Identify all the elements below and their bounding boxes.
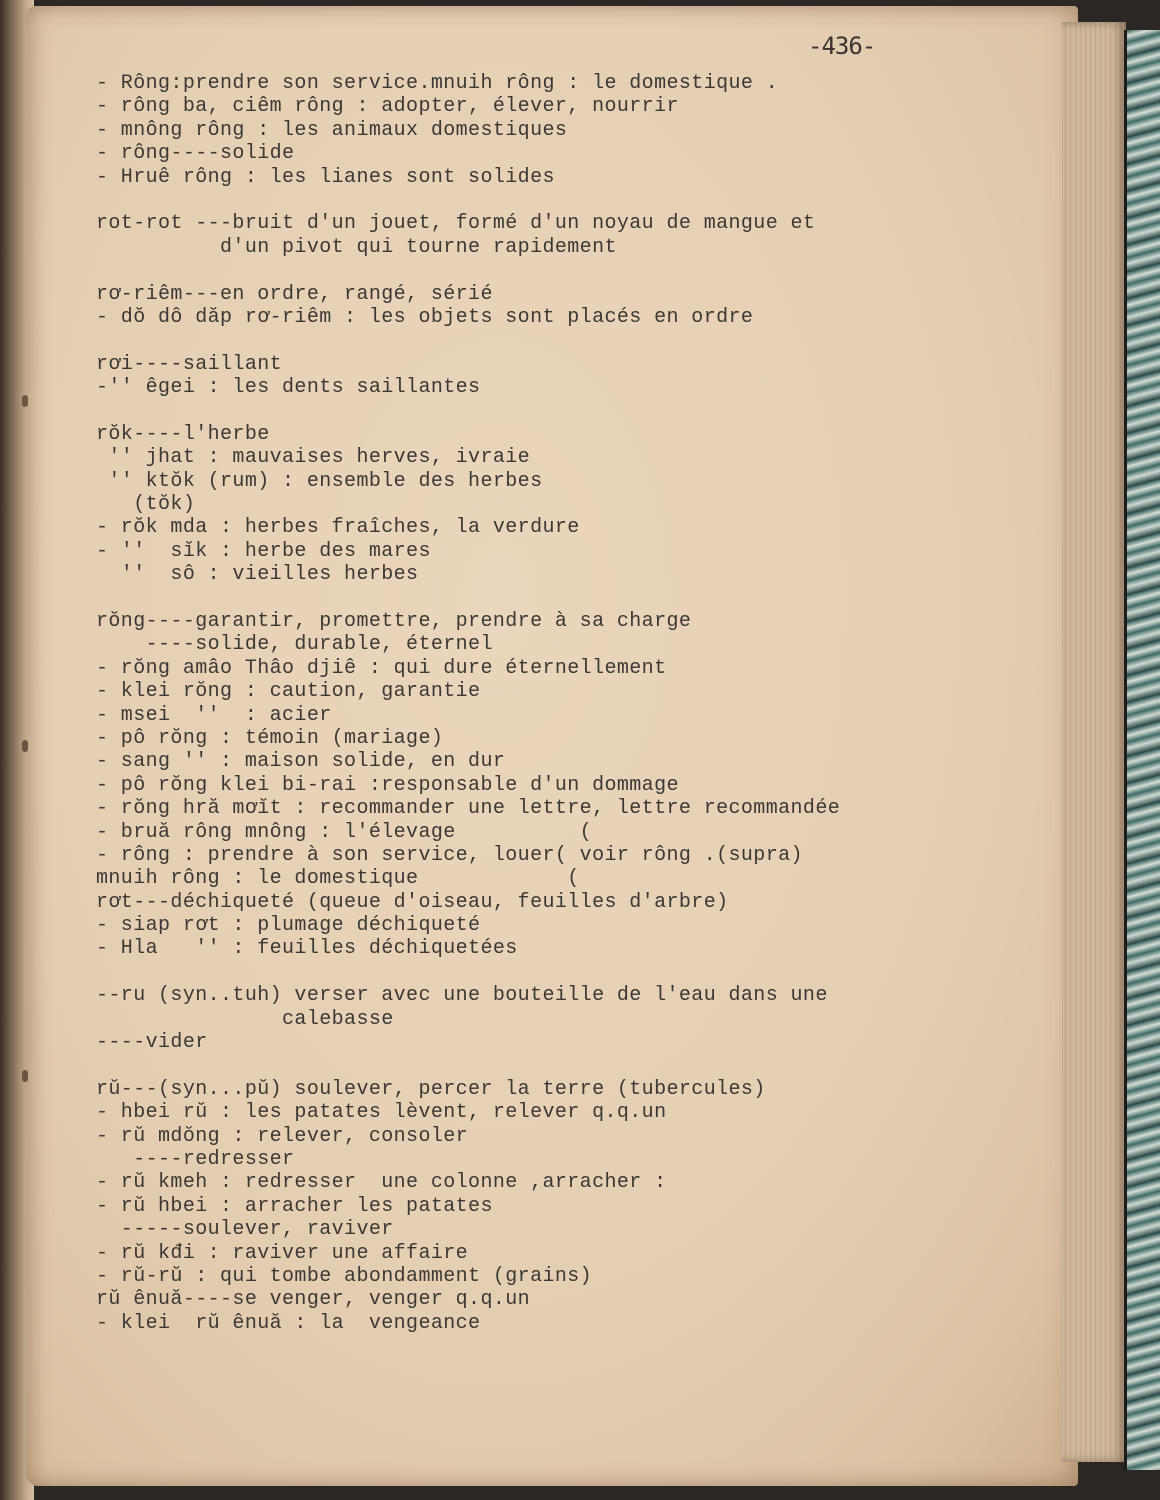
entry-line: - '' sĭk : herbe des mares [96,539,431,563]
entry-line: - rŭ kmeh : redresser une colonne ,arracher : [96,1171,667,1195]
entry-line: ----vider [96,1031,208,1055]
entry-line: -----soulever, raviver [96,1218,394,1242]
entry-line: calebasse [96,1007,394,1031]
entry-line: - sang '' : maison solide, en dur [96,750,506,774]
entry-line: '' jhat : mauvaises herves, ivraie [96,446,531,470]
entry-line: rŭ ênuă----se venger, venger q.q.un [96,1288,531,1312]
entry-line: - klei rŭ ênuă : la vengeance [96,1311,481,1335]
entry-line: - bruă rông mnông : l'élevage ( [96,820,593,844]
entry-line: rŏk----l'herbe [96,422,270,446]
entry-line: d'un pivot qui tourne rapidement [96,235,617,259]
entry-line: mnuih rông : le domestique ( [96,867,580,891]
entry-line: - rông----solide [96,142,295,166]
entry-line: - pô rŏng : témoin (mariage) [96,726,444,750]
entry-line: rŭ---(syn...pŭ) soulever, percer la terre (tubercules) [96,1077,766,1101]
blank-line [96,329,956,352]
entry-line: - rông ba, ciêm rông : adopter, élever, nourrir [96,95,679,119]
entry-line: - Rông:prendre son service.mnuih rông : le domestique . [96,72,779,95]
blank-line [96,399,956,422]
blank-line [96,961,956,984]
entry-line: - Hruê rông : les lianes sont solides [96,165,555,189]
entry-line: - rông : prendre à son service, louer( voir rông .(supra) [96,843,803,867]
entry-line: - rŏng amâo Thâo djiê : qui dure éternellement [96,656,667,680]
entry-line: '' ktŏk (rum) : ensemble des herbes [96,469,543,493]
entry-line: - siap rơt : plumage déchiqueté [96,914,481,938]
entry-line: - rŭ mdŏng : relever, consoler [96,1124,469,1148]
marbled-cover [1124,30,1160,1470]
dictionary-text [96,72,956,1335]
entry-line: ----redresser [96,1147,295,1171]
entry-line: ----solide, durable, éternel [96,633,493,657]
entry-line: - rŭ kđi : raviver une affaire [96,1241,469,1265]
entry-line: - rŏng hră mơĭt : recommander une lettre, lettre recommandée [96,797,841,821]
blank-line [96,259,956,282]
entry-line: rơi----saillant [96,352,283,376]
page-number: -436- [808,32,876,60]
entry-line: (tŏk) [96,493,196,517]
blank-line [96,1054,956,1077]
blank-line [96,587,956,610]
entry-line: - Hla '' : feuilles déchiquetées [96,937,518,961]
entry-line: - rŭ-rŭ : qui tombe abondamment (grains) [96,1264,593,1288]
entry-line: - klei rŏng : caution, garantie [96,680,481,704]
entry-line: -'' êgei : les dents saillantes [96,376,481,400]
entry-line: - mnông rông : les animaux domestiques [96,118,568,142]
blank-line [96,189,956,212]
entry-line: rơ-riêm---en ordre, rangé, sérié [96,282,493,306]
entry-line: rơt---déchiqueté (queue d'oiseau, feuilles d'arbre) [96,890,729,914]
entry-line: - hbei rŭ : les patates lèvent, relever q.q.un [96,1101,667,1125]
entry-line: --ru (syn..tuh) verser avec une bouteille de l'eau dans une [96,984,828,1008]
entry-line: - msei '' : acier [96,703,332,727]
entry-line: rŏng----garantir, promettre, prendre à sa charge [96,609,692,633]
entry-line: rot-rot ---bruit d'un jouet, formé d'un noyau de mangue et [96,212,816,236]
entry-line: - rŭ hbei : arracher les patates [96,1194,493,1218]
entry-line: - rŏk mda : herbes fraîches, la verdure [96,516,580,540]
entry-line: '' sô : vieilles herbes [96,563,419,587]
entry-line: - pô rŏng klei bi-rai :responsable d'un dommage [96,773,679,797]
entry-line: - dŏ dô dăp rơ-riêm : les objets sont placés en ordre [96,305,754,329]
page-edges [1062,22,1126,1462]
